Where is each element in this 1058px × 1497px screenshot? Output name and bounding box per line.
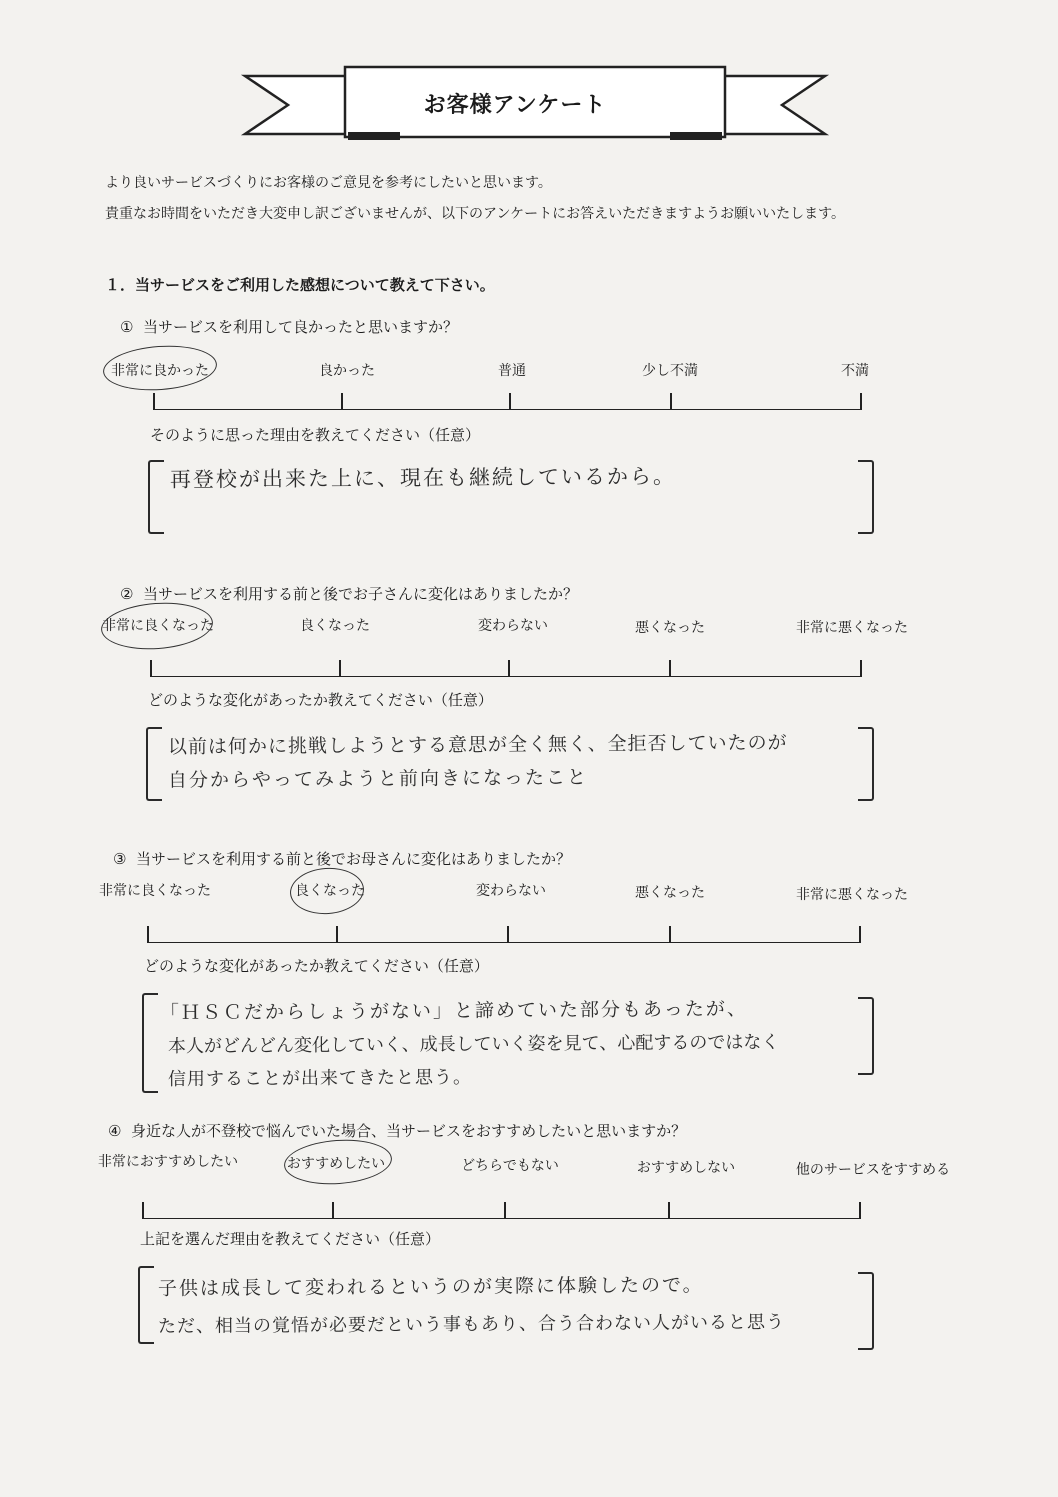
rating-scale-4 xyxy=(142,1202,861,1219)
answer-bracket-left xyxy=(138,1266,154,1344)
option-3-1[interactable]: 非常に良くなった xyxy=(99,883,211,899)
intro-line-1: より良いサービスづくりにお客様のご意見を参考にしたいと思います。 xyxy=(105,175,552,191)
answer-3-line-1: 「ＨＳＣだからしょうがない」と諦めていた部分もあったが、 xyxy=(159,997,748,1025)
option-4-5[interactable]: 他のサービスをすすめる xyxy=(795,1162,951,1178)
option-1-1[interactable]: 非常に良かった xyxy=(111,363,209,379)
survey-title: お客様アンケート xyxy=(423,93,607,118)
option-4-2[interactable]: おすすめしたい xyxy=(286,1156,386,1172)
answer-4-line-2: ただ、相当の覚悟が必要だという事もあり、合う合わない人がいると思う xyxy=(157,1311,786,1338)
reason-label-3: どのような変化があったか教えてください（任意） xyxy=(144,957,489,975)
reason-label-4: 上記を選んだ理由を教えてください（任意） xyxy=(140,1230,441,1248)
option-1-5[interactable]: 不満 xyxy=(841,363,869,379)
section-title: １．当サービスをご利用した感想について教えて下さい。 xyxy=(105,276,495,294)
option-3-5[interactable]: 非常に悪くなった xyxy=(796,887,908,903)
option-1-4[interactable]: 少し不満 xyxy=(642,363,698,379)
rating-scale-2 xyxy=(150,660,862,677)
question-number: ② xyxy=(120,585,134,603)
question-1 xyxy=(120,316,458,337)
answer-1-line-1: 再登校が出来た上に、現在も継続しているから。 xyxy=(169,464,677,492)
question-text: 当サービスを利用する前と後でお子さんに変化はありましたか？ xyxy=(143,585,579,603)
answer-3-line-2: 本人がどんどん変化していく、成長していく姿を見て、心配するのではなく xyxy=(167,1031,780,1058)
reason-label-1: そのように思った理由を教えてください（任意） xyxy=(150,426,481,444)
question-3 xyxy=(113,848,571,869)
rating-scale-1 xyxy=(153,393,862,410)
option-4-1[interactable]: 非常におすすめしたい xyxy=(97,1154,239,1170)
answer-2-line-1: 以前は何かに挑戦しようとする意思が全く無く、全拒否していたのが xyxy=(167,731,788,759)
question-4 xyxy=(108,1120,686,1141)
option-1-2[interactable]: 良かった xyxy=(319,363,375,379)
answer-2-line-2: 自分からやってみようと前向きになったこと xyxy=(167,766,589,792)
question-number: ① xyxy=(120,318,134,336)
option-2-3[interactable]: 変わらない xyxy=(478,618,548,634)
question-text: 当サービスを利用して良かったと思いますか？ xyxy=(143,318,459,336)
option-3-3[interactable]: 変わらない xyxy=(476,883,546,899)
answer-bracket-right xyxy=(858,727,874,801)
answer-bracket-right xyxy=(858,460,874,534)
rating-scale-3 xyxy=(147,926,861,943)
option-2-2[interactable]: 良くなった xyxy=(300,618,370,634)
question-number: ③ xyxy=(113,850,127,868)
option-1-3[interactable]: 普通 xyxy=(498,363,526,379)
answer-bracket-right xyxy=(858,1272,874,1350)
selection-circle-2 xyxy=(100,599,215,653)
reason-label-2: どのような変化があったか教えてください（任意） xyxy=(148,691,493,709)
question-number: ④ xyxy=(108,1122,122,1140)
question-text: 当サービスを利用する前と後でお母さんに変化はありましたか？ xyxy=(136,850,572,868)
answer-4-line-1: 子供は成長して変われるというのが実際に体験したので。 xyxy=(157,1274,704,1300)
answer-bracket-left xyxy=(148,460,164,534)
option-2-4[interactable]: 悪くなった xyxy=(635,620,705,636)
option-3-4[interactable]: 悪くなった xyxy=(635,885,705,901)
answer-bracket-right xyxy=(858,997,874,1075)
option-4-3[interactable]: どちらでもない xyxy=(461,1158,559,1174)
selection-circle-3 xyxy=(288,865,365,916)
option-2-1[interactable]: 非常に良くなった xyxy=(102,618,214,634)
answer-bracket-left xyxy=(142,993,158,1093)
selection-circle-4 xyxy=(283,1136,394,1187)
answer-3-line-3: 信用することが出来てきたと思う。 xyxy=(167,1066,473,1091)
option-2-5[interactable]: 非常に悪くなった xyxy=(796,620,908,636)
question-2 xyxy=(120,583,578,604)
selection-circle-1 xyxy=(102,342,219,394)
answer-bracket-left xyxy=(146,727,162,801)
intro-line-2: 貴重なお時間をいただき大変申し訳ございませんが、以下のアンケートにお答えいただきますようお願いいたします。 xyxy=(105,206,846,222)
option-4-4[interactable]: おすすめしない xyxy=(636,1160,736,1176)
question-text: 身近な人が不登校で悩んでいた場合、当サービスをおすすめしたいと思いますか？ xyxy=(131,1122,687,1140)
option-3-2[interactable]: 良くなった xyxy=(295,883,365,899)
